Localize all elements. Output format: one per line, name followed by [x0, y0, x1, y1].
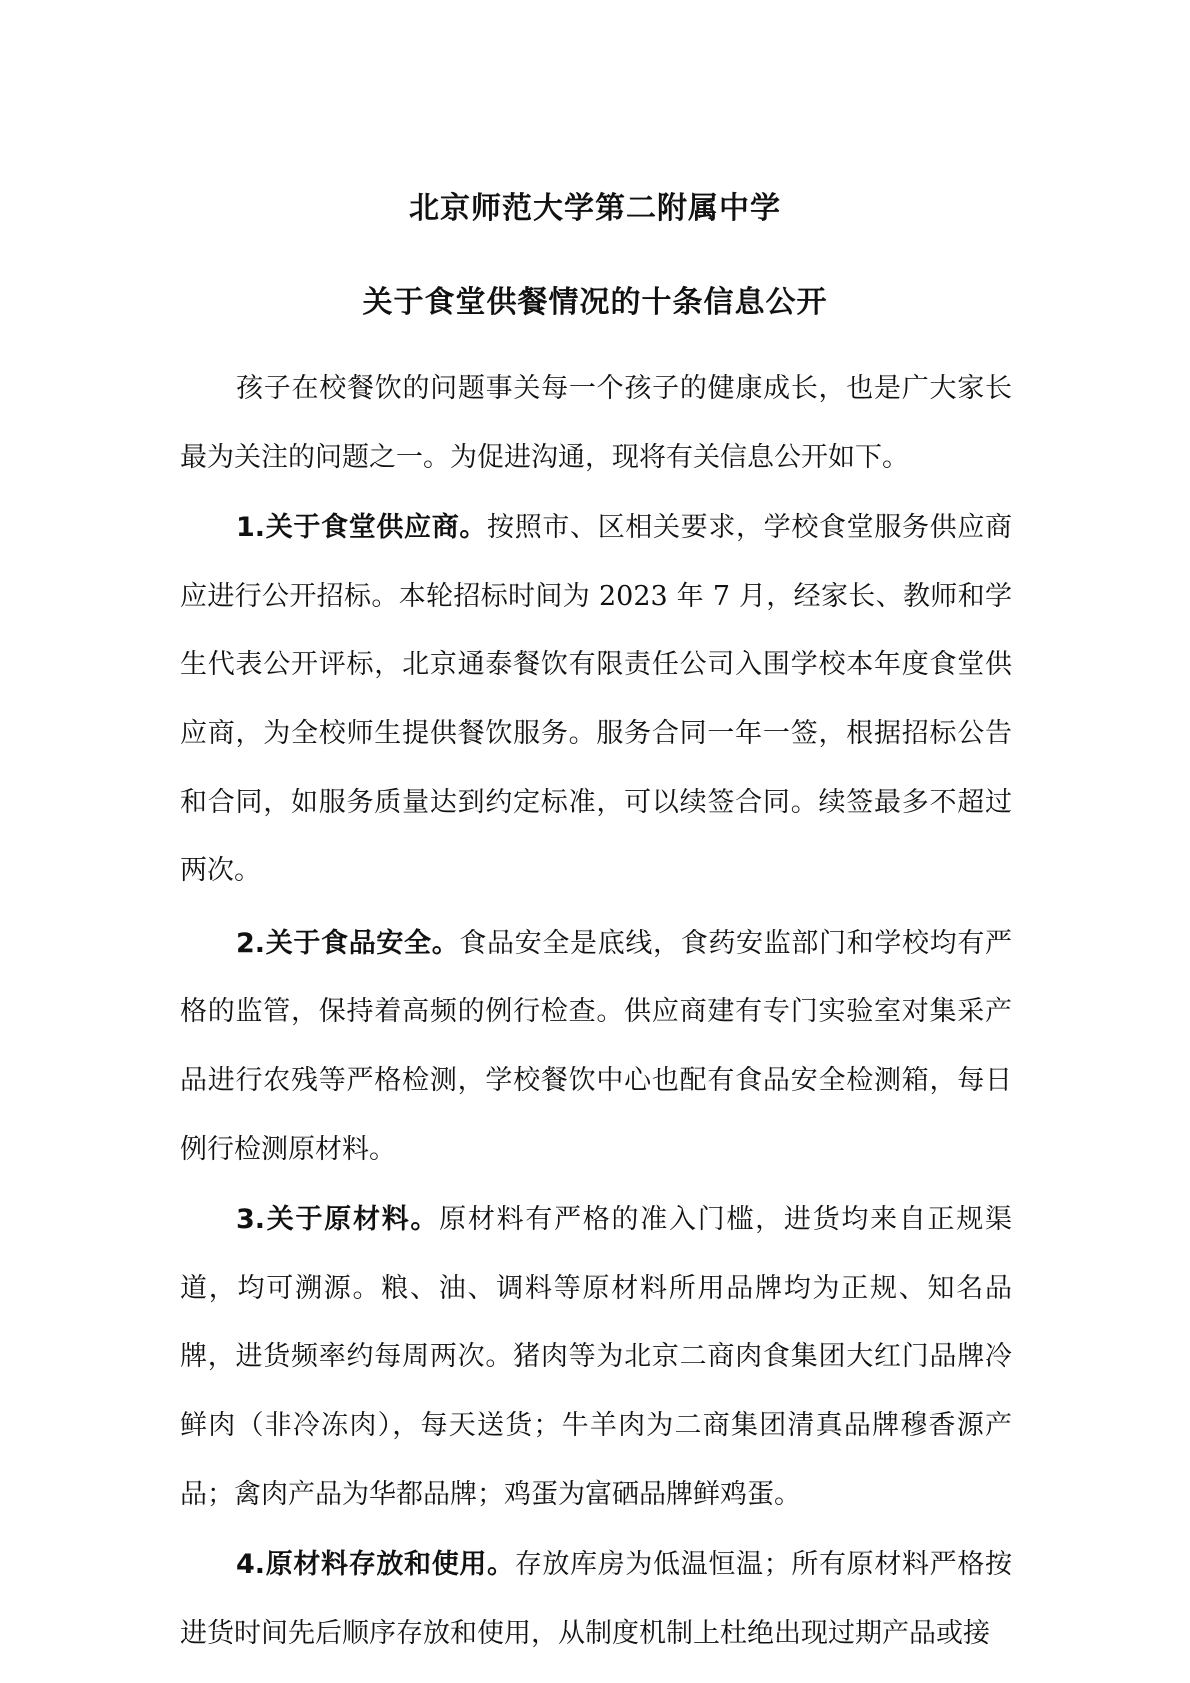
section-2-text: 食品安全是底线，食药安监部门和学校均有严格的监管，保持着高频的例行检查。供应商建有专门实验室对集采产品进行农残等严格检测，学校餐饮中心也配有食品安全检测箱，每日例行检测原材料。: [180, 927, 1013, 1165]
section-3-paragraph: [180, 1186, 1012, 1529]
section-1-heading: 1.关于食堂供应商。: [236, 512, 488, 544]
section-1-paragraph: [180, 494, 1012, 906]
document-title-subject: 关于食堂供餐情况的十条信息公开: [362, 285, 828, 320]
section-4-heading: 4.原材料存放和使用。: [236, 1549, 515, 1581]
section-4-text: 存放库房为低温恒温；所有原材料严格按进货时间先后顺序存放和使用，从制度机制上杜绝出现过期产品或接: [180, 1549, 1013, 1649]
section-3-heading: 3.关于原材料。: [236, 1204, 440, 1236]
section-3-text: 原材料有严格的准入门槛，进货均来自正规渠道，均可溯源。粮、油、调料等原材料所用品牌均为正规、知名品牌，进货频率约每周两次。猪肉等为北京二商肉食集团大红门品牌冷鲜肉（非冷冻肉），每天送货；牛羊肉为二商集团清真品牌穆香源产品；禽肉产品为华都品牌；鸡蛋为富硒品牌鲜鸡蛋。: [180, 1204, 1013, 1510]
intro-paragraph: 孩子在校餐饮的问题事关每一个孩子的健康成长，也是广大家长最为关注的问题之一。为促进沟通，现将有关信息公开如下。: [180, 373, 1012, 473]
document-title-school: 北京师范大学第二附属中学: [409, 191, 781, 226]
section-4-paragraph: [180, 1531, 1012, 1668]
section-2-heading: 2.关于食品安全。: [236, 927, 460, 959]
section-1-text: 按照市、区相关要求，学校食堂服务供应商应进行公开招标。本轮招标时间为 2023 年 7 月，经家长、教师和学生代表公开评标，北京通泰餐饮有限责任公司入围学校本年度食堂供应商，为全校师生提供餐饮服务。服务合同一年一签，根据招标公告和合同，如服务质量达到约定标准，可以续签合同。续签最多不超过两次。: [180, 512, 1012, 887]
section-2-paragraph: [180, 910, 1012, 1184]
document-body: [180, 355, 1012, 1670]
